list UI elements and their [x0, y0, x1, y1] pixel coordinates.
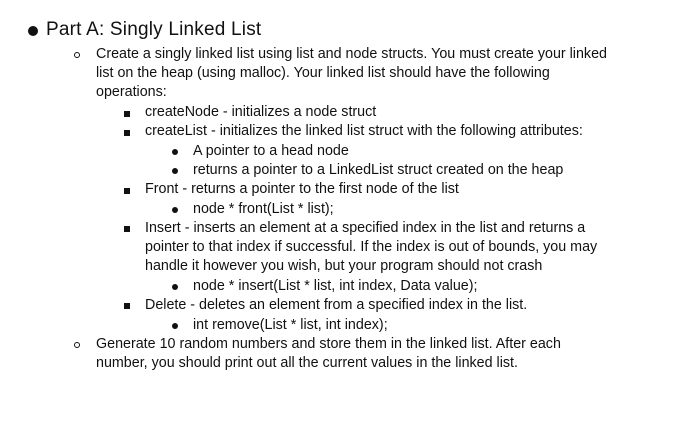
op-delete: Delete - deletes an element from a specified index in the list. [145, 297, 528, 313]
section-title: Part A: Singly Linked List [46, 19, 262, 40]
op-insert-line-3: handle it however you wish, but your program should not crash [145, 258, 543, 274]
bullet-dot [172, 207, 178, 213]
front-signature: node * front(List * list); [193, 201, 334, 217]
item2-line-2: number, you should print out all the current values in the linked list. [96, 355, 518, 371]
item2-line-1: Generate 10 random numbers and store them in the linked list. After each [96, 336, 561, 352]
insert-signature: node * insert(List * list, int index, Data value); [193, 278, 478, 294]
bullet-square [124, 111, 130, 117]
item1-line-2: list on the heap (using malloc). Your linked list should have the following [96, 65, 550, 81]
bullet-square [124, 130, 130, 136]
bullet-square [124, 188, 130, 194]
op-insert-line-2: pointer to that index if successful. If the index is out of bounds, you may [145, 239, 598, 255]
heading-bullet [28, 26, 38, 36]
op-createlist: createList - initializes the linked list struct with the following attributes: [145, 123, 583, 139]
bullet-dot [172, 323, 178, 329]
bullet-circle [74, 342, 80, 348]
createlist-sub-2: returns a pointer to a LinkedList struct created on the heap [193, 162, 564, 178]
createlist-sub-1: A pointer to a head node [193, 143, 349, 159]
op-front: Front - returns a pointer to the first node of the list [145, 181, 459, 197]
bullet-circle [74, 52, 80, 58]
bullet-dot [172, 149, 178, 155]
item1-line-1: Create a singly linked list using list and node structs. You must create your linked [96, 46, 607, 62]
op-insert-line-1: Insert - inserts an element at a specified index in the list and returns a [145, 220, 586, 236]
bullet-dot [172, 284, 178, 290]
delete-signature: int remove(List * list, int index); [193, 317, 388, 333]
bullet-square [124, 303, 130, 309]
bullet-dot [172, 168, 178, 174]
item1-line-3: operations: [96, 84, 167, 100]
bullet-square [124, 226, 130, 232]
op-createnode: createNode - initializes a node struct [145, 104, 377, 120]
